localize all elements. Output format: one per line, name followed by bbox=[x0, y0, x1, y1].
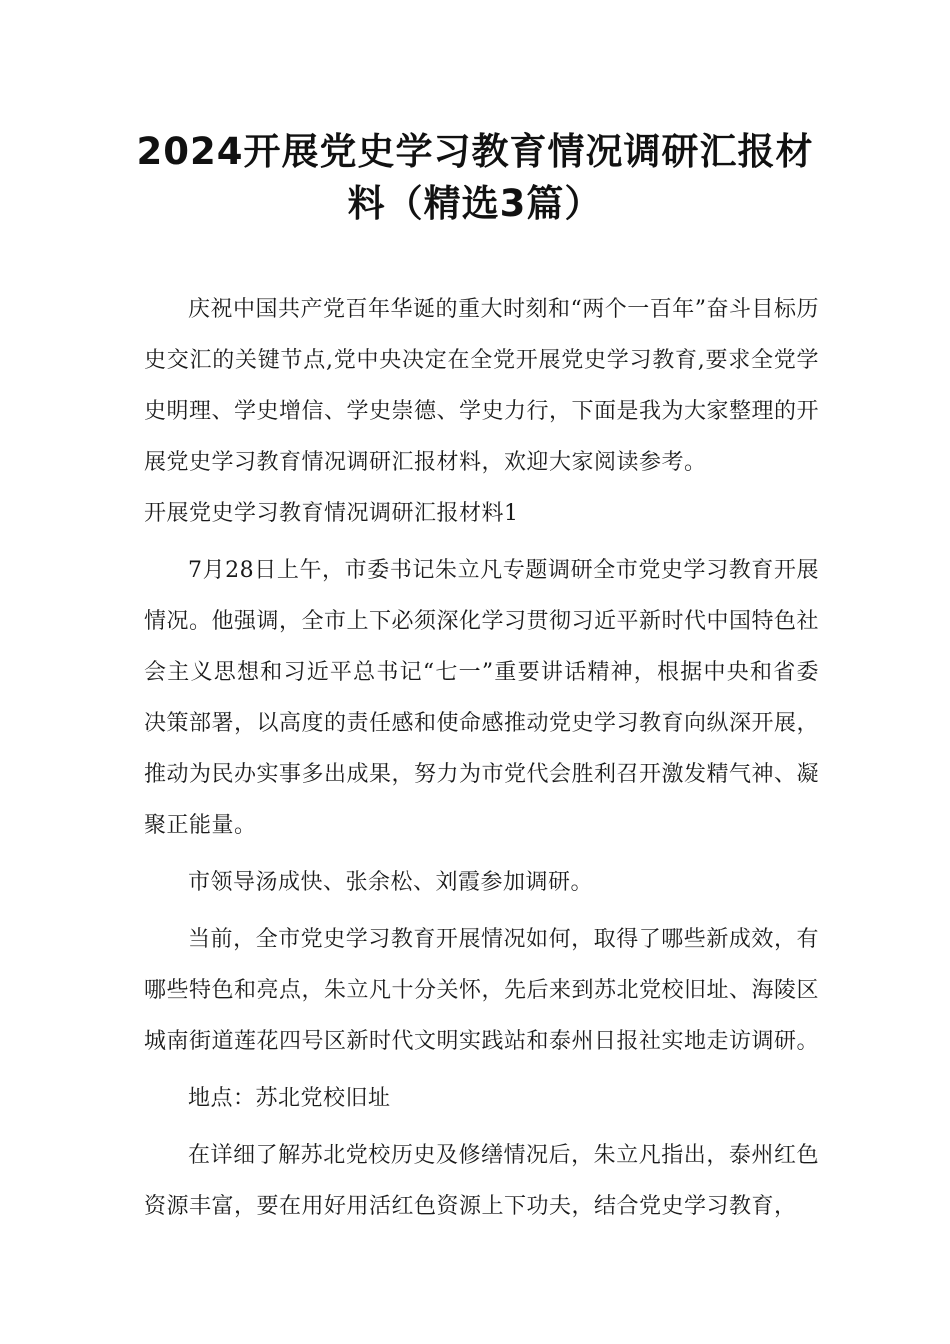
document-body bbox=[144, 284, 819, 1232]
body-paragraph: 当前，全市党史学习教育开展情况如何，取得了哪些新成效，有哪些特色和亮点，朱立凡十分关怀，先后来到苏北党校旧址、海陵区城南街道莲花四号区新时代文明实践站和泰州日报社实地走访调研。 bbox=[144, 927, 820, 1054]
body-paragraph: 市领导汤成快、张余松、刘霞参加调研。 bbox=[188, 870, 594, 895]
intro-paragraph: 庆祝中国共产党百年华诞的重大时刻和“两个一百年”奋斗目标历史交汇的关键节点,党中央决定在全党开展党史学习教育,要求全党学史明理、学史增信、学史崇德、学史力行，下面是我为大家整理的开展党史学习教育情况调研汇报材料，欢迎大家阅读参考。 bbox=[144, 297, 820, 475]
document-title: 2024开展党史学习教育情况调研汇报材料（精选3篇） bbox=[136, 130, 814, 225]
body-paragraph: 在详细了解苏北党校历史及修缮情况后，朱立凡指出，泰州红色资源丰富，要在用好用活红色资源上下功夫，结合党史学习教育， bbox=[144, 1143, 819, 1219]
section-heading: 开展党史学习教育情况调研汇报材料1 bbox=[144, 501, 519, 526]
body-paragraph: 7月28日上午，市委书记朱立凡专题调研全市党史学习教育开展情况。他强调，全市上下必须深化学习贯彻习近平新时代中国特色社会主义思想和习近平总书记“七一”重要讲话精神，根据中央和省委决策部署，以高度的责任感和使命感推动党史学习教育向纵深开展，推动为民办实事多出成果，努力为市党代会胜利召开激发精气神、凝聚正能量。 bbox=[144, 558, 820, 838]
location-line: 地点：苏北党校旧址 bbox=[188, 1086, 391, 1111]
